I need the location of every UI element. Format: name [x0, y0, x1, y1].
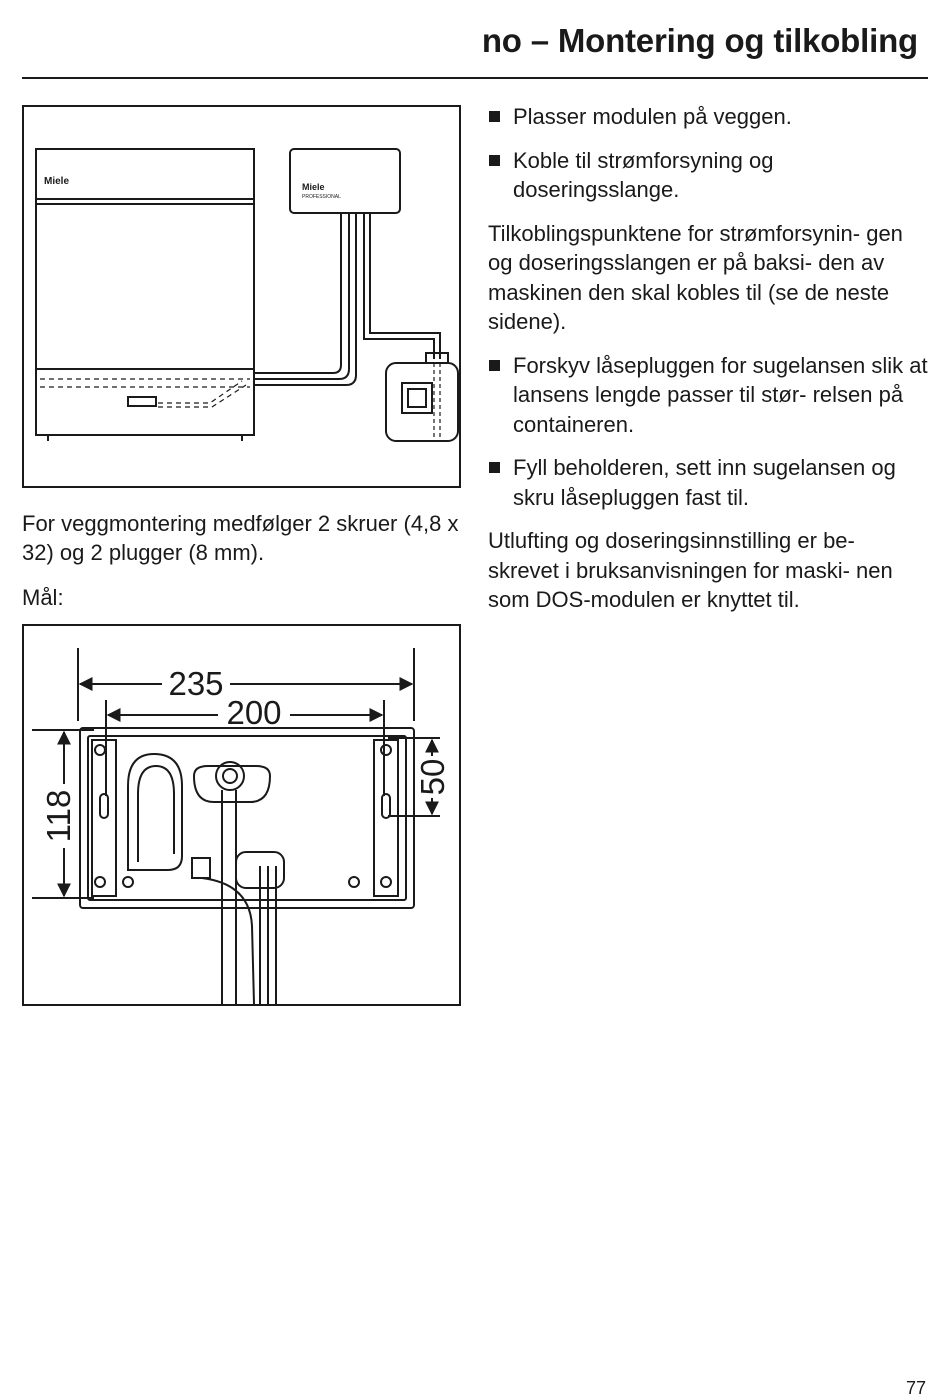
dimensions-drawing	[24, 626, 459, 1004]
dimension-118: 118	[40, 789, 77, 843]
page-title: no – Montering og tilkobling	[481, 22, 918, 59]
bullet-marker	[489, 462, 500, 473]
dimension-50: 50	[414, 758, 451, 796]
list-item	[488, 146, 928, 205]
module-backplate	[80, 728, 414, 908]
instruction-text: Plasser modulen på veggen.	[513, 104, 792, 129]
venting-paragraph: Utlufting og doseringsinnstilling er be- skrevet i bruksanvisningen for maski- nen som DOS-modulen er knyttet til.	[488, 528, 893, 612]
mounting-hardware-text: For veggmontering medfølger 2 skruer (4,8 x 32) og 2 plugger (8 mm).	[22, 511, 459, 565]
instruction-text: Forskyv låsepluggen for sugelansen slik at lansens lengde passer til stør- relsen på containeren.	[513, 352, 928, 437]
dimension-200: 200	[226, 694, 282, 731]
list-item	[488, 453, 928, 512]
dos-module-box	[290, 149, 400, 213]
dishwasher-logo: Miele	[44, 176, 70, 187]
bullet-marker	[489, 360, 500, 371]
header-divider	[22, 77, 928, 79]
instruction-text: Fyll beholderen, sett inn sugelansen og skru låsepluggen fast til.	[513, 455, 896, 510]
bullet-marker	[489, 155, 500, 166]
left-mount-slot	[100, 794, 108, 818]
instructions-column	[488, 102, 928, 629]
instruction-text: Koble til strømforsyning og doseringsslange.	[513, 147, 774, 202]
list-item	[488, 102, 928, 132]
chemical-container	[386, 353, 458, 441]
dishwasher-control-panel	[36, 149, 254, 199]
dishwasher-body	[36, 149, 254, 435]
connection-points-paragraph: Tilkoblingspunktene for strømforsynin- gen og doseringsslangen er på baksi- den av maskinen den skal kobles til (se de neste sidene).	[488, 220, 903, 334]
dimensions-illustration	[22, 624, 461, 1006]
dishwasher-plinth-slot	[128, 397, 156, 406]
right-mount-slot	[382, 794, 390, 818]
bullet-marker	[489, 111, 500, 122]
installation-drawing	[24, 107, 459, 486]
module-logo: Miele	[302, 182, 325, 192]
installation-illustration	[22, 105, 461, 488]
module-sublogo: PROFESSIONAL	[302, 194, 341, 200]
dimensions-label: Mål:	[22, 585, 64, 610]
page-number: 77	[905, 1378, 926, 1398]
dimension-235: 235	[168, 665, 224, 702]
list-item	[488, 351, 928, 440]
